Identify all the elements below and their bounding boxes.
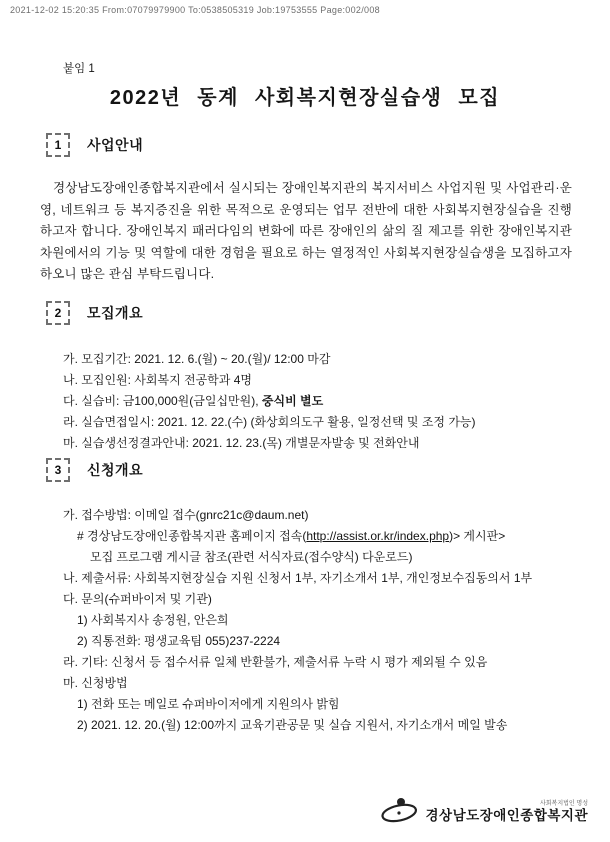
section-heading: 사업안내 — [87, 137, 144, 153]
section2-list — [63, 349, 476, 454]
list-item: 가. 모집기간: 2021. 12. 6.(월) ~ 20.(월)/ 12:00 마감 — [63, 352, 331, 366]
org-foundation-small-text: 사회복지법인 명성 — [539, 801, 588, 807]
homepage-link[interactable]: http://assist.or.kr/index.php — [306, 529, 450, 543]
item-text-bold: 중식비 별도 — [261, 394, 324, 408]
list-item: 마. 신청방법 — [63, 676, 128, 690]
page-title: 2022년 동계 사회복지현장실습생 모집 — [109, 87, 501, 109]
list-item: 나. 제출서류: 사회복지현장실습 지원 신청서 1부, 자기소개서 1부, 개인정보수집동의서 1부 — [63, 571, 533, 585]
org-logo-text-block — [426, 801, 589, 824]
list-item: 모집 프로그램 게시글 참조(관련 서식자료(접수양식) 다운로드) — [90, 550, 413, 564]
list-item: 2) 2021. 12. 20.(월) 12:00까지 교육기관공문 및 실습 지원서, 자기소개서 메일 발송 — [77, 718, 508, 732]
organization-logo — [377, 795, 589, 830]
list-item: 라. 기타: 신청서 등 접수서류 일체 반환불가, 제출서류 누락 시 평가 제외될 수 있음 — [63, 655, 488, 669]
list-item: 나. 모집인원: 사회복지 전공학과 4명 — [63, 373, 252, 387]
fax-transmission-header: 2021-12-02 15:20:35 From:07079979900 To:0538505319 Job:19753555 Page:002/008 — [10, 5, 380, 15]
list-item: 1) 사회복지사 송정원, 안은희 — [77, 613, 229, 627]
item-text: # 경상남도장애인종합복지관 홈페이지 접속( — [77, 529, 307, 543]
section-number-badge: 1 — [46, 133, 70, 157]
section-heading: 모집개요 — [87, 305, 144, 321]
list-item: 가. 접수방법: 이메일 접수(gnrc21c@daum.net) — [63, 508, 309, 522]
section-heading: 신청개요 — [87, 462, 144, 478]
item-text: 다. 실습비: 금100,000원(금일십만원), — [63, 394, 262, 408]
list-item: 2) 직통전화: 평생교육팀 055)237-2224 — [77, 634, 281, 648]
section3-list — [63, 505, 532, 736]
section-number-badge: 2 — [46, 301, 70, 325]
section-header-1 — [46, 133, 143, 157]
section-header-3 — [46, 458, 143, 482]
list-item: 1) 전화 또는 메일로 슈퍼바이저에게 지원의사 밝힘 — [77, 697, 340, 711]
list-item: 라. 실습면접일시: 2021. 12. 22.(수) (화상회의도구 활용, 일정선택 및 조정 가능) — [63, 415, 476, 429]
list-item — [63, 526, 532, 547]
section-header-2 — [46, 301, 143, 325]
list-item — [63, 391, 476, 412]
list-item: 다. 문의(슈퍼바이저 및 기관) — [63, 592, 212, 606]
section1-paragraph: 경상남도장애인종합복지관에서 실시되는 장애인복지관의 복지서비스 사업지원 및 사업관리·운영, 네트워크 등 복지증진을 위한 목적으로 운영되는 업무 전반에 대한 사회복지현장실습을 진행하고자 합니다. 장애인복지 패러다임의 변화에 따른 장애인의 삶의 질 제고를 위한 장애인복지관 차원에서의 기능 및 역할에 대한 경험을 필요로 하는 열정적인 사회복지현장실습생을 모집하고자 하오니 많은 관심 부탁드립니다. — [40, 181, 572, 281]
list-item: 마. 실습생선정결과안내: 2021. 12. 23.(목) 개별문자발송 및 전화안내 — [63, 436, 420, 450]
attachment-label: 붙임 1 — [63, 63, 95, 75]
item-text: )> 게시판> — [449, 529, 506, 543]
section-number-badge: 3 — [46, 458, 70, 482]
org-name: 경상남도장애인종합복지관 — [425, 808, 588, 823]
org-logo-icon — [377, 795, 421, 830]
